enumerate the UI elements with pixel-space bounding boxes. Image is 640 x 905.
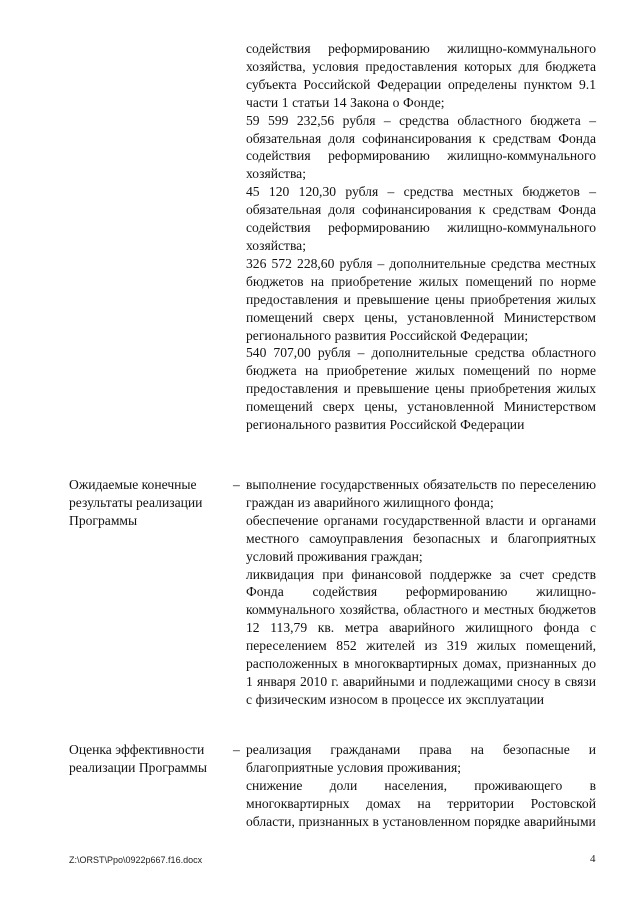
paragraph: 45 120 120,30 рубля – средства местных бюджетов – обязательная доля софинансирования к средствам Фонда содействия реформированию жилищно-коммунального хозяйства;: [246, 184, 596, 253]
funding-sources-continuation: [246, 40, 596, 434]
paragraph: 326 572 228,60 рубля – дополнительные средства местных бюджетов на приобретение жилых помещений по норме предоставления и превышение цены приобретения жилых помещений сверх цены, установленной Министерством регионального развития Российской Федерации;: [246, 255, 596, 343]
paragraph: 540 707,00 рубля – дополнительные средства областного бюджета на приобретение жилых помещений по норме предоставления и превышение цены приобретения жилых помещений сверх цены, установленной Министерством регионального развития Российской Федерации: [246, 345, 596, 433]
expected-results-content: [246, 476, 596, 709]
paragraph: ликвидация при финансовой поддержке за счет средств Фонда содействия реформированию жилищно-коммунального хозяйства, областного и местных бюджетов 12 113,79 кв. метра аварийного жилищного фонда с переселением 852 жителей из 319 жилых помещений, расположенных в многоквартирных домах, признанных до 1 января 2010 г. аварийными и подлежащими сносу в связи с физическим износом в процессе их эксплуатации: [246, 566, 596, 707]
expected-results-label: Ожидаемые конечные результаты реализации Программы: [69, 477, 203, 528]
page-number: 4: [590, 853, 596, 865]
paragraph: обеспечение органами государственной власти и органами местного самоуправления безопасных и благоприятных условий проживания граждан;: [246, 512, 596, 564]
footer-file-path: Z:\ORST\Ppo\0922p667.f16.docx: [69, 855, 203, 865]
paragraph: выполнение государственных обязательств по переселению граждан из аварийного жилищного фонда;: [246, 477, 596, 510]
efficiency-label: Оценка эффективности реализации Программы: [69, 742, 207, 775]
efficiency-content: [246, 741, 596, 831]
separator-dash: –: [233, 477, 240, 492]
paragraph: содействия реформированию жилищно-коммунального хозяйства, условия предоставления которых для бюджета субъекта Российской Федерации определены пунктом 9.1 части 1 статьи 14 Закона о Фонде;: [246, 41, 596, 110]
paragraph: 59 599 232,56 рубля – средства областного бюджета – обязательная доля софинансирования к средствам Фонда содействия реформированию жилищно-коммунального хозяйства;: [246, 112, 596, 182]
paragraph: снижение доли населения, проживающего в многоквартирных домах на территории Ростовской области, признанных в установленном порядке аварийными: [246, 777, 596, 829]
paragraph: реализация гражданами права на безопасные и благоприятные условия проживания;: [246, 742, 596, 775]
separator-dash: –: [233, 742, 240, 757]
